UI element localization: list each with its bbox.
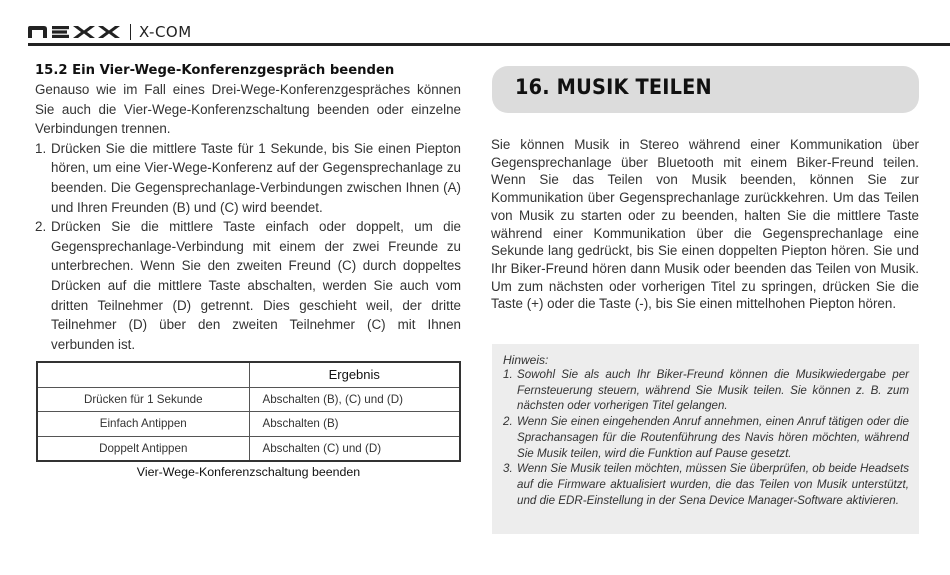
- step-item: [35, 139, 461, 217]
- step-item: [35, 217, 461, 354]
- note-number: 1.: [503, 368, 513, 381]
- table-cell-action: Doppelt Antippen: [37, 436, 249, 461]
- table-cell-result: Abschalten (B), (C) und (D): [249, 387, 460, 412]
- table-cell-result: Abschalten (B): [249, 412, 460, 437]
- section-banner-16: [492, 66, 919, 113]
- note-text: Sowohl Sie als auch Ihr Biker-Freund können die Musikwiedergabe per Fernsteuerung steuern, während Sie Musik teilen. Sie können z. B. zum nächsten oder vorherigen Titel gelangen.: [517, 368, 909, 413]
- section-title-15-2: 15.2 Ein Vier-Wege-Konferenzgespräch beenden: [35, 63, 395, 78]
- step-text: Drücken Sie die mittlere Taste einfach oder doppelt, um die Gegensprechanlage-Verbindung mit einem der zwei Freunde zu unterbrechen. Wenn Sie den zweiten Freund (C) durch doppeltes Drücken auf die mittlere Taste abschalten, werden Sie auch vom dritten Teilnehmer (D) getrennt. Dies geschieht weil, der dritte Teilnehmer (D) über den zweiten Teilnehmer (C) mit Ihnen verbunden ist.: [51, 219, 461, 352]
- section-title-16: 16. MUSIK TEILEN: [515, 75, 712, 99]
- result-table: [36, 361, 461, 462]
- table-header-result: Ergebnis: [249, 362, 460, 387]
- header-divider: [130, 24, 131, 40]
- step-number: 2.: [35, 219, 47, 235]
- table-row: [37, 412, 460, 437]
- table-row: [37, 387, 460, 412]
- brand-logo: [28, 25, 120, 39]
- table-cell-action: Einfach Antippen: [37, 412, 249, 437]
- table-cell-action: Drücken für 1 Sekunde: [37, 387, 249, 412]
- note-number: 3.: [503, 462, 513, 476]
- intro-paragraph: Genauso wie im Fall eines Drei-Wege-Konferenzgespräches können Sie auch die Vier-Wege-Konferenzschaltung beenden oder einzelne Verbindungen trennen.: [35, 82, 461, 137]
- table-caption: Vier-Wege-Konferenzschaltung beenden: [136, 465, 361, 479]
- table-cell-result: Abschalten (C) und (D): [249, 436, 460, 461]
- table-row: [37, 436, 460, 461]
- note-number: 2.: [503, 415, 513, 429]
- note-text: Wenn Sie einen eingehenden Anruf annehmen, einen Anruf tätigen oder die Sprachansagen für die Routenführung des Navis hören möchten, während Sie Musik teilen, wird die Funktion auf Pause gesetzt.: [517, 415, 909, 460]
- step-text: Drücken Sie die mittlere Taste für 1 Sekunde, bis Sie einen Piepton hören, um eine Vier-Wege-Konferenz auf der Gegensprechanlage zu beenden. Die Gegensprechanlage-Verbindungen zwischen Ihnen (A) und Ihren Freunden (B) und (C) wird beendet.: [51, 140, 461, 215]
- music-sharing-paragraph: Sie können Musik in Stereo während einer Kommunikation über Gegensprechanlage über Bluetooth mit einem Biker-Freund teilen. Wenn Sie das Teilen von Musik beenden, können Sie zur Kommunikation über Gegensprechanlage zurückkehren. Um das Teilen von Musik zu starten oder zu beenden, halten Sie die mittlere Taste während einer Kommunikation über die Gegensprechanlage eine Sekunde lang gedrückt, bis Sie einen doppelten Piepton hören. Sie und Ihr Biker-Freund hören dann Musik oder beenden das Teilen von Musik. Um zum nächsten oder vorherigen Titel zu springen, drücken Sie die Taste (+) oder die Taste (-), bis Sie einen mittelhohen Piepton hören.: [491, 137, 919, 312]
- note-text: Wenn Sie Musik teilen möchten, müssen Sie überprüfen, ob beide Headsets auf die Firmware aktualisiert wurden, die das Teilen von Musik unterstützt, und die EDR-Einstellung in der Sena Device Manager-Software aktivieren.: [517, 462, 909, 507]
- table-header-action: [37, 362, 249, 387]
- table-header-row: [37, 362, 460, 387]
- note-item: [503, 367, 909, 414]
- note-list: [503, 367, 909, 508]
- note-item: [503, 461, 909, 508]
- note-title: Hinweis:: [503, 353, 549, 367]
- left-column: [35, 62, 461, 354]
- step-number: 1.: [35, 140, 47, 156]
- page-header: [28, 20, 192, 44]
- note-item: [503, 414, 909, 461]
- product-name: X-COM: [139, 23, 192, 41]
- header-rule: [28, 43, 950, 46]
- steps-list: [35, 139, 461, 355]
- note-box: [492, 344, 919, 534]
